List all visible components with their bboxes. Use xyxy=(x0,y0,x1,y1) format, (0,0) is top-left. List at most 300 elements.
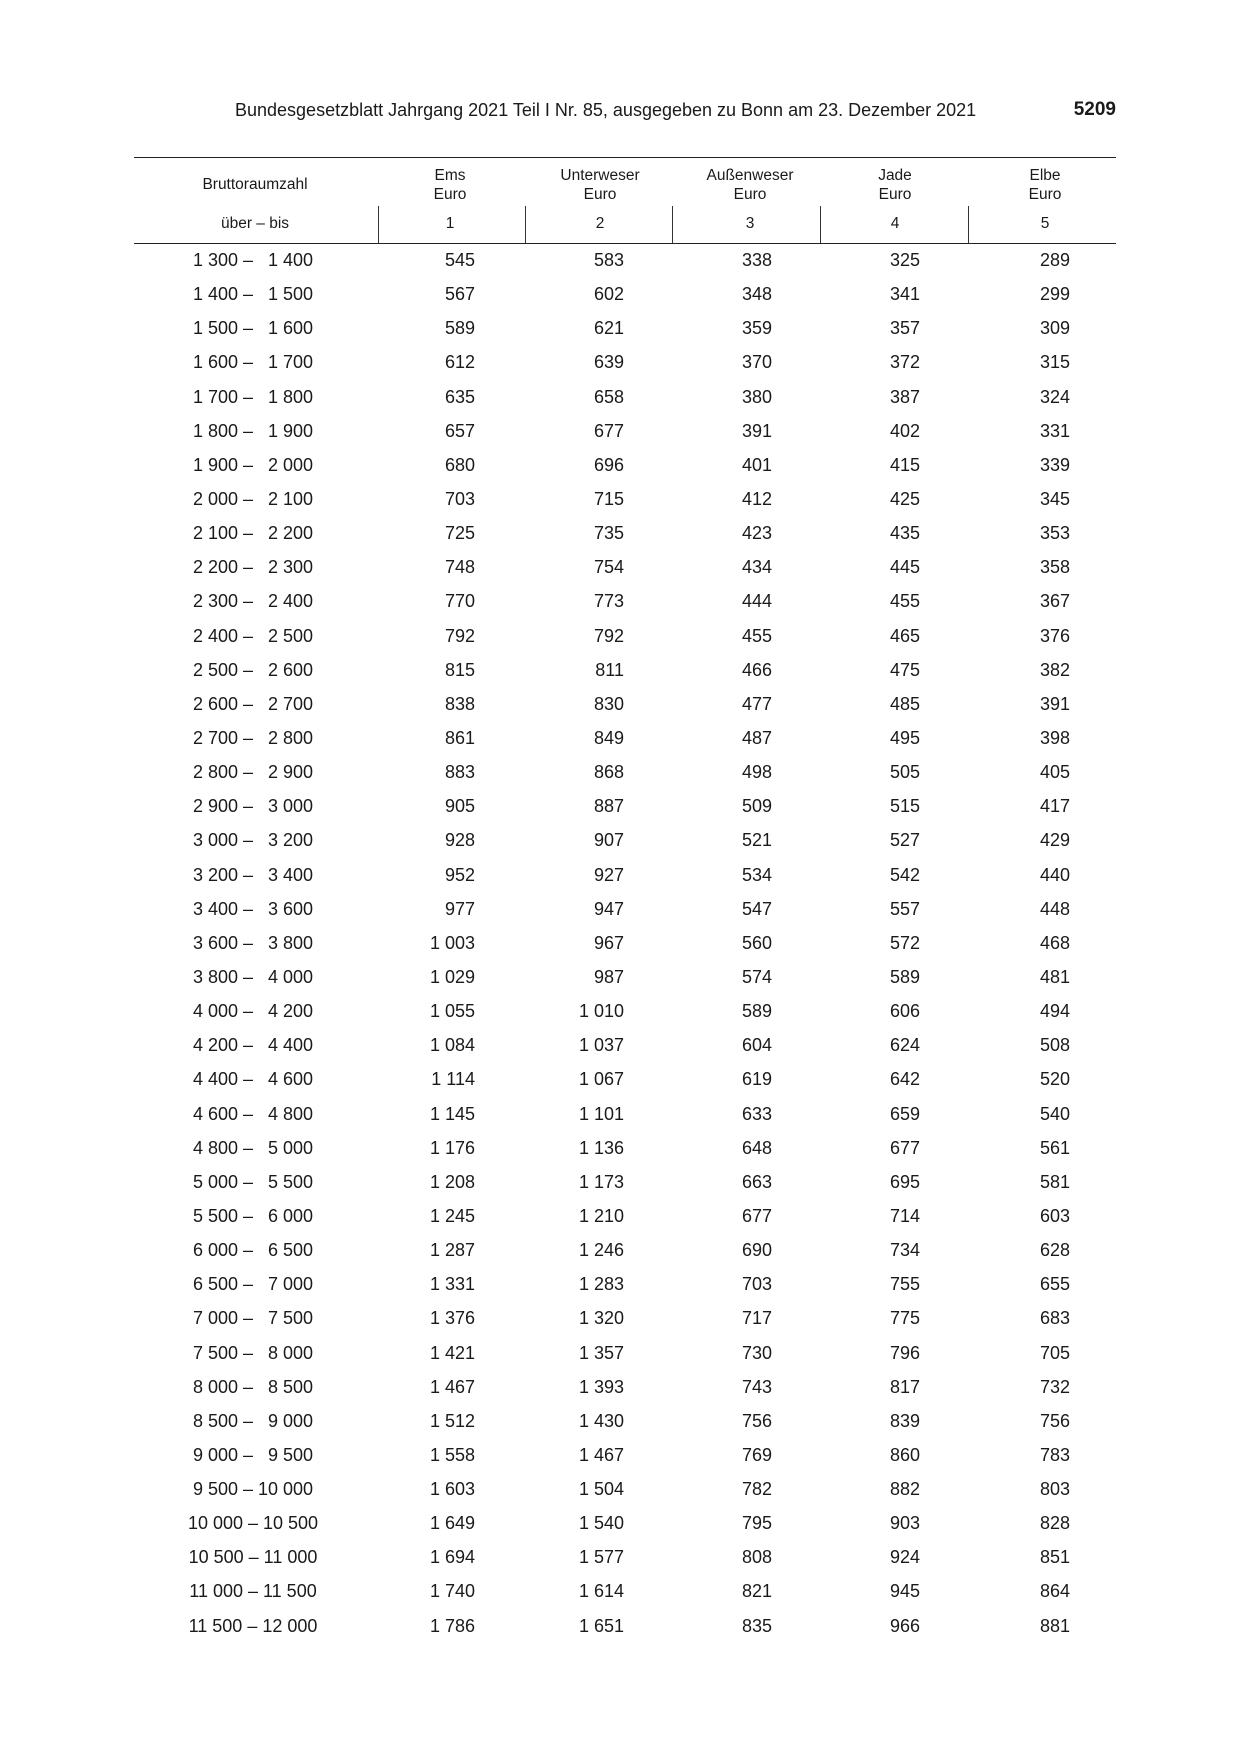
col-separator xyxy=(525,206,526,244)
cell-unterweser: 1 540 xyxy=(578,1513,624,1534)
cell-jade: 860 xyxy=(889,1444,920,1465)
cell-aussenweser: 477 xyxy=(741,693,772,714)
cell-ems: 928 xyxy=(444,830,475,851)
cell-elbe: 289 xyxy=(1039,250,1070,270)
table-row xyxy=(0,1507,1241,1541)
cell-unterweser: 887 xyxy=(593,796,624,817)
cell-unterweser: 602 xyxy=(593,284,624,305)
cell-elbe: 299 xyxy=(1039,284,1070,305)
cell-unterweser: 1 393 xyxy=(578,1376,624,1397)
cell-ems: 883 xyxy=(444,762,475,783)
cell-unterweser: 1 283 xyxy=(578,1274,624,1295)
cell-bruttoraumzahl: 7 000 – 7 500 xyxy=(192,1308,314,1329)
cell-bruttoraumzahl: 2 400 – 2 500 xyxy=(192,625,314,646)
cell-jade: 505 xyxy=(889,762,920,783)
cell-unterweser: 947 xyxy=(593,898,624,919)
cell-elbe: 353 xyxy=(1039,523,1070,544)
cell-bruttoraumzahl: 10 500 – 11 000 xyxy=(188,1547,318,1568)
cell-jade: 796 xyxy=(889,1342,920,1363)
cell-elbe: 367 xyxy=(1039,591,1070,612)
cell-ems: 635 xyxy=(444,386,475,407)
cell-unterweser: 773 xyxy=(593,591,624,612)
cell-aussenweser: 498 xyxy=(741,762,772,783)
cell-elbe: 417 xyxy=(1039,796,1070,817)
cell-unterweser: 1 357 xyxy=(578,1342,624,1363)
cell-elbe: 331 xyxy=(1039,420,1070,441)
cell-ems: 612 xyxy=(444,352,475,373)
cell-jade: 455 xyxy=(889,591,920,612)
col-header-ems-name: Ems xyxy=(434,167,466,184)
cell-bruttoraumzahl: 1 600 – 1 700 xyxy=(192,352,314,373)
cell-unterweser: 696 xyxy=(593,454,624,475)
table-row xyxy=(0,1166,1241,1200)
col-separator xyxy=(378,206,379,244)
cell-aussenweser: 466 xyxy=(741,659,772,680)
cell-aussenweser: 782 xyxy=(741,1479,772,1500)
table-row xyxy=(0,1439,1241,1473)
cell-ems: 1 467 xyxy=(429,1376,475,1397)
col-header-jade xyxy=(840,166,950,204)
cell-bruttoraumzahl: 6 500 – 7 000 xyxy=(192,1274,314,1295)
cell-elbe: 783 xyxy=(1039,1444,1070,1465)
cell-ems: 770 xyxy=(444,591,475,612)
cell-jade: 475 xyxy=(889,659,920,680)
table-row xyxy=(0,1029,1241,1063)
cell-unterweser: 792 xyxy=(593,625,624,646)
table-row xyxy=(0,756,1241,790)
table-row xyxy=(0,1541,1241,1575)
table-row xyxy=(0,961,1241,995)
cell-bruttoraumzahl: 1 800 – 1 900 xyxy=(192,420,314,441)
col-header-bruttoraumzahl: Bruttoraumzahl xyxy=(202,176,308,193)
col-number-1: 1 xyxy=(445,215,455,232)
cell-bruttoraumzahl: 8 000 – 8 500 xyxy=(192,1376,314,1397)
cell-bruttoraumzahl: 4 600 – 4 800 xyxy=(192,1103,314,1124)
cell-ems: 1 694 xyxy=(429,1547,475,1568)
cell-aussenweser: 690 xyxy=(741,1240,772,1261)
cell-ems: 1 603 xyxy=(429,1479,475,1500)
cell-elbe: 376 xyxy=(1039,625,1070,646)
cell-jade: 734 xyxy=(889,1240,920,1261)
cell-elbe: 881 xyxy=(1039,1615,1070,1636)
cell-bruttoraumzahl: 2 700 – 2 800 xyxy=(192,727,314,748)
cell-unterweser: 907 xyxy=(593,830,624,851)
cell-elbe: 358 xyxy=(1039,557,1070,578)
cell-bruttoraumzahl: 5 500 – 6 000 xyxy=(192,1205,314,1226)
table-row xyxy=(0,790,1241,824)
table-body xyxy=(0,244,1241,1644)
cell-aussenweser: 743 xyxy=(741,1376,772,1397)
cell-ems: 905 xyxy=(444,796,475,817)
cell-unterweser: 1 136 xyxy=(578,1137,624,1158)
cell-aussenweser: 604 xyxy=(741,1035,772,1056)
cell-elbe: 391 xyxy=(1039,693,1070,714)
cell-unterweser: 1 246 xyxy=(578,1240,624,1261)
cell-unterweser: 621 xyxy=(593,318,624,339)
cell-aussenweser: 808 xyxy=(741,1547,772,1568)
page-header-title: Bundesgesetzblatt Jahrgang 2021 Teil I Nr. 85, ausgegeben zu Bonn am 23. Dezember 2021 xyxy=(235,100,977,120)
cell-ems: 657 xyxy=(444,420,475,441)
cell-unterweser: 1 173 xyxy=(578,1171,624,1192)
cell-aussenweser: 547 xyxy=(741,898,772,919)
cell-jade: 515 xyxy=(889,796,920,817)
cell-unterweser: 1 067 xyxy=(578,1069,624,1090)
cell-bruttoraumzahl: 2 200 – 2 300 xyxy=(192,557,314,578)
cell-aussenweser: 574 xyxy=(741,966,772,987)
cell-elbe: 705 xyxy=(1039,1342,1070,1363)
cell-aussenweser: 521 xyxy=(741,830,772,851)
cell-unterweser: 1 651 xyxy=(578,1615,624,1636)
cell-bruttoraumzahl: 2 000 – 2 100 xyxy=(192,488,314,509)
cell-unterweser: 830 xyxy=(593,693,624,714)
table-row xyxy=(0,449,1241,483)
cell-bruttoraumzahl: 6 000 – 6 500 xyxy=(192,1240,314,1261)
cell-elbe: 398 xyxy=(1039,727,1070,748)
cell-aussenweser: 370 xyxy=(741,352,772,373)
cell-aussenweser: 648 xyxy=(741,1137,772,1158)
cell-aussenweser: 677 xyxy=(741,1205,772,1226)
cell-aussenweser: 401 xyxy=(741,454,772,475)
col-separator xyxy=(672,206,673,244)
cell-aussenweser: 534 xyxy=(741,864,772,885)
cell-jade: 325 xyxy=(889,250,920,270)
cell-jade: 542 xyxy=(889,864,920,885)
cell-bruttoraumzahl: 2 500 – 2 600 xyxy=(192,659,314,680)
cell-ems: 1 029 xyxy=(429,966,475,987)
cell-unterweser: 715 xyxy=(593,488,624,509)
col-header-aussenweser-unit: Euro xyxy=(733,186,767,203)
col-separator xyxy=(968,206,969,244)
col-header-elbe xyxy=(990,166,1100,204)
cell-unterweser: 1 320 xyxy=(578,1308,624,1329)
table-row xyxy=(0,688,1241,722)
table-row xyxy=(0,927,1241,961)
cell-elbe: 655 xyxy=(1039,1274,1070,1295)
cell-unterweser: 639 xyxy=(593,352,624,373)
cell-aussenweser: 338 xyxy=(741,250,772,270)
table-row xyxy=(0,1132,1241,1166)
cell-unterweser: 987 xyxy=(593,966,624,987)
cell-elbe: 581 xyxy=(1039,1171,1070,1192)
cell-ems: 792 xyxy=(444,625,475,646)
cell-aussenweser: 380 xyxy=(741,386,772,407)
table-row xyxy=(0,1405,1241,1439)
cell-bruttoraumzahl: 1 400 – 1 500 xyxy=(192,284,314,305)
cell-jade: 695 xyxy=(889,1171,920,1192)
cell-elbe: 494 xyxy=(1039,1001,1070,1022)
cell-jade: 624 xyxy=(889,1035,920,1056)
cell-bruttoraumzahl: 4 200 – 4 400 xyxy=(192,1035,314,1056)
cell-jade: 485 xyxy=(889,693,920,714)
table-row xyxy=(0,346,1241,380)
cell-elbe: 468 xyxy=(1039,932,1070,953)
cell-aussenweser: 560 xyxy=(741,932,772,953)
col-header-jade-name: Jade xyxy=(878,167,912,184)
cell-ems: 1 055 xyxy=(429,1001,475,1022)
table-row xyxy=(0,381,1241,415)
col-separator xyxy=(820,206,821,244)
cell-unterweser: 677 xyxy=(593,420,624,441)
table-row xyxy=(0,1302,1241,1336)
cell-aussenweser: 756 xyxy=(741,1410,772,1431)
cell-unterweser: 849 xyxy=(593,727,624,748)
cell-unterweser: 1 467 xyxy=(578,1444,624,1465)
cell-unterweser: 1 504 xyxy=(578,1479,624,1500)
col-number-5: 5 xyxy=(1040,215,1050,232)
cell-elbe: 828 xyxy=(1039,1513,1070,1534)
cell-jade: 606 xyxy=(889,1001,920,1022)
cell-aussenweser: 391 xyxy=(741,420,772,441)
col-header-unterweser xyxy=(530,166,670,204)
cell-bruttoraumzahl: 1 500 – 1 600 xyxy=(192,318,314,339)
cell-elbe: 540 xyxy=(1039,1103,1070,1124)
cell-bruttoraumzahl: 4 800 – 5 000 xyxy=(192,1137,314,1158)
cell-elbe: 339 xyxy=(1039,454,1070,475)
cell-ems: 977 xyxy=(444,898,475,919)
cell-ems: 1 558 xyxy=(429,1444,475,1465)
cell-jade: 755 xyxy=(889,1274,920,1295)
cell-bruttoraumzahl: 8 500 – 9 000 xyxy=(192,1410,314,1431)
cell-jade: 341 xyxy=(889,284,920,305)
cell-ems: 1 376 xyxy=(429,1308,475,1329)
cell-aussenweser: 444 xyxy=(741,591,772,612)
cell-aussenweser: 412 xyxy=(741,488,772,509)
table-row xyxy=(0,483,1241,517)
table-row xyxy=(0,278,1241,312)
cell-ems: 1 145 xyxy=(429,1103,475,1124)
cell-elbe: 324 xyxy=(1039,386,1070,407)
cell-ems: 748 xyxy=(444,557,475,578)
cell-aussenweser: 795 xyxy=(741,1513,772,1534)
cell-ems: 861 xyxy=(444,727,475,748)
table-row xyxy=(0,620,1241,654)
cell-jade: 659 xyxy=(889,1103,920,1124)
table-row xyxy=(0,415,1241,449)
cell-aussenweser: 589 xyxy=(741,1001,772,1022)
cell-jade: 557 xyxy=(889,898,920,919)
cell-elbe: 508 xyxy=(1039,1035,1070,1056)
cell-unterweser: 658 xyxy=(593,386,624,407)
cell-elbe: 382 xyxy=(1039,659,1070,680)
cell-bruttoraumzahl: 4 000 – 4 200 xyxy=(192,1001,314,1022)
cell-elbe: 309 xyxy=(1039,318,1070,339)
cell-jade: 527 xyxy=(889,830,920,851)
cell-aussenweser: 509 xyxy=(741,796,772,817)
col-header-elbe-name: Elbe xyxy=(1029,167,1061,184)
cell-unterweser: 1 430 xyxy=(578,1410,624,1431)
cell-bruttoraumzahl: 7 500 – 8 000 xyxy=(192,1342,314,1363)
table-row xyxy=(0,244,1241,278)
cell-elbe: 345 xyxy=(1039,488,1070,509)
cell-bruttoraumzahl: 1 700 – 1 800 xyxy=(192,386,314,407)
table-row xyxy=(0,1200,1241,1234)
table-row xyxy=(0,1063,1241,1097)
cell-bruttoraumzahl: 11 500 – 12 000 xyxy=(188,1615,318,1636)
cell-jade: 357 xyxy=(889,318,920,339)
cell-ems: 545 xyxy=(444,250,475,270)
cell-elbe: 405 xyxy=(1039,762,1070,783)
table-row xyxy=(0,893,1241,927)
table-row xyxy=(0,824,1241,858)
cell-elbe: 864 xyxy=(1039,1581,1070,1602)
table-row xyxy=(0,1268,1241,1302)
col-header-jade-unit: Euro xyxy=(878,186,912,203)
table-row xyxy=(0,517,1241,551)
cell-jade: 677 xyxy=(889,1137,920,1158)
cell-unterweser: 1 210 xyxy=(578,1205,624,1226)
cell-aussenweser: 359 xyxy=(741,318,772,339)
cell-bruttoraumzahl: 3 600 – 3 800 xyxy=(192,932,314,953)
cell-bruttoraumzahl: 3 000 – 3 200 xyxy=(192,830,314,851)
table-row xyxy=(0,312,1241,346)
cell-jade: 817 xyxy=(889,1376,920,1397)
cell-jade: 642 xyxy=(889,1069,920,1090)
cell-elbe: 603 xyxy=(1039,1205,1070,1226)
col-header-unterweser-name: Unterweser xyxy=(560,167,640,184)
cell-jade: 445 xyxy=(889,557,920,578)
cell-ems: 589 xyxy=(444,318,475,339)
cell-ems: 952 xyxy=(444,864,475,885)
cell-elbe: 448 xyxy=(1039,898,1070,919)
cell-jade: 903 xyxy=(889,1513,920,1534)
cell-aussenweser: 717 xyxy=(741,1308,772,1329)
cell-bruttoraumzahl: 9 500 – 10 000 xyxy=(192,1479,314,1500)
cell-elbe: 756 xyxy=(1039,1410,1070,1431)
cell-unterweser: 754 xyxy=(593,557,624,578)
cell-ems: 703 xyxy=(444,488,475,509)
cell-unterweser: 1 577 xyxy=(578,1547,624,1568)
cell-ems: 1 084 xyxy=(429,1035,475,1056)
cell-ems: 1 649 xyxy=(429,1513,475,1534)
cell-jade: 372 xyxy=(889,352,920,373)
table-row xyxy=(0,995,1241,1029)
table-row xyxy=(0,551,1241,585)
col-number-3: 3 xyxy=(745,215,755,232)
cell-ems: 1 786 xyxy=(429,1615,475,1636)
cell-ems: 815 xyxy=(444,659,475,680)
table-row xyxy=(0,1337,1241,1371)
cell-elbe: 561 xyxy=(1039,1137,1070,1158)
cell-bruttoraumzahl: 2 600 – 2 700 xyxy=(192,693,314,714)
table-row xyxy=(0,1575,1241,1609)
cell-jade: 589 xyxy=(889,966,920,987)
cell-jade: 882 xyxy=(889,1479,920,1500)
cell-aussenweser: 619 xyxy=(741,1069,772,1090)
cell-jade: 714 xyxy=(889,1205,920,1226)
col-header-unterweser-unit: Euro xyxy=(583,186,617,203)
col-header-ems-unit: Euro xyxy=(433,186,467,203)
col-header-ueber-bis: über – bis xyxy=(220,215,290,232)
cell-ems: 1 512 xyxy=(429,1410,475,1431)
cell-aussenweser: 835 xyxy=(741,1615,772,1636)
cell-jade: 572 xyxy=(889,932,920,953)
cell-bruttoraumzahl: 10 000 – 10 500 xyxy=(187,1513,319,1534)
table-row xyxy=(0,1371,1241,1405)
cell-ems: 1 740 xyxy=(429,1581,475,1602)
cell-elbe: 628 xyxy=(1039,1240,1070,1261)
col-header-elbe-unit: Euro xyxy=(1028,186,1062,203)
cell-elbe: 481 xyxy=(1039,966,1070,987)
cell-unterweser: 1 010 xyxy=(578,1001,624,1022)
table-row xyxy=(0,859,1241,893)
cell-ems: 1 287 xyxy=(429,1240,475,1261)
cell-jade: 839 xyxy=(889,1410,920,1431)
cell-bruttoraumzahl: 1 900 – 2 000 xyxy=(192,454,314,475)
cell-ems: 1 003 xyxy=(429,932,475,953)
cell-ems: 838 xyxy=(444,693,475,714)
cell-aussenweser: 434 xyxy=(741,557,772,578)
cell-unterweser: 1 037 xyxy=(578,1035,624,1056)
cell-jade: 945 xyxy=(889,1581,920,1602)
cell-bruttoraumzahl: 2 900 – 3 000 xyxy=(192,796,314,817)
table-row xyxy=(0,654,1241,688)
cell-ems: 1 114 xyxy=(431,1069,475,1090)
cell-unterweser: 735 xyxy=(593,523,624,544)
table-row xyxy=(0,1098,1241,1132)
cell-elbe: 520 xyxy=(1039,1069,1070,1090)
cell-bruttoraumzahl: 1 300 – 1 400 xyxy=(192,250,314,270)
cell-unterweser: 811 xyxy=(595,659,624,680)
table-row xyxy=(0,1473,1241,1507)
cell-jade: 415 xyxy=(889,454,920,475)
cell-elbe: 440 xyxy=(1039,864,1070,885)
table-row xyxy=(0,585,1241,619)
cell-ems: 1 331 xyxy=(429,1274,475,1295)
cell-aussenweser: 663 xyxy=(741,1171,772,1192)
cell-jade: 402 xyxy=(889,420,920,441)
cell-unterweser: 1 101 xyxy=(578,1103,624,1124)
cell-jade: 435 xyxy=(889,523,920,544)
page-number: 5209 xyxy=(1073,99,1116,120)
cell-aussenweser: 633 xyxy=(741,1103,772,1124)
cell-aussenweser: 348 xyxy=(741,284,772,305)
cell-jade: 775 xyxy=(889,1308,920,1329)
cell-ems: 680 xyxy=(444,454,475,475)
cell-ems: 1 245 xyxy=(429,1205,475,1226)
cell-aussenweser: 769 xyxy=(741,1444,772,1465)
table-row xyxy=(0,1234,1241,1268)
cell-elbe: 803 xyxy=(1039,1479,1070,1500)
cell-bruttoraumzahl: 2 100 – 2 200 xyxy=(192,523,314,544)
table-row xyxy=(0,1610,1241,1644)
cell-bruttoraumzahl: 3 800 – 4 000 xyxy=(192,966,314,987)
table-row xyxy=(0,722,1241,756)
cell-elbe: 315 xyxy=(1039,352,1070,373)
cell-bruttoraumzahl: 5 000 – 5 500 xyxy=(192,1171,314,1192)
cell-jade: 425 xyxy=(889,488,920,509)
cell-aussenweser: 423 xyxy=(741,523,772,544)
cell-aussenweser: 703 xyxy=(741,1274,772,1295)
table-top-rule xyxy=(134,157,1116,158)
cell-elbe: 732 xyxy=(1039,1376,1070,1397)
cell-unterweser: 967 xyxy=(593,932,624,953)
cell-jade: 495 xyxy=(889,727,920,748)
cell-unterweser: 868 xyxy=(593,762,624,783)
cell-unterweser: 583 xyxy=(593,250,624,270)
cell-ems: 725 xyxy=(444,523,475,544)
cell-jade: 465 xyxy=(889,625,920,646)
cell-bruttoraumzahl: 3 200 – 3 400 xyxy=(192,864,314,885)
col-header-aussenweser xyxy=(680,166,820,204)
cell-unterweser: 1 614 xyxy=(578,1581,624,1602)
col-number-4: 4 xyxy=(890,215,900,232)
cell-aussenweser: 730 xyxy=(741,1342,772,1363)
cell-ems: 567 xyxy=(444,284,475,305)
cell-aussenweser: 487 xyxy=(741,727,772,748)
cell-jade: 387 xyxy=(889,386,920,407)
cell-ems: 1 421 xyxy=(429,1342,475,1363)
cell-bruttoraumzahl: 2 300 – 2 400 xyxy=(192,591,314,612)
